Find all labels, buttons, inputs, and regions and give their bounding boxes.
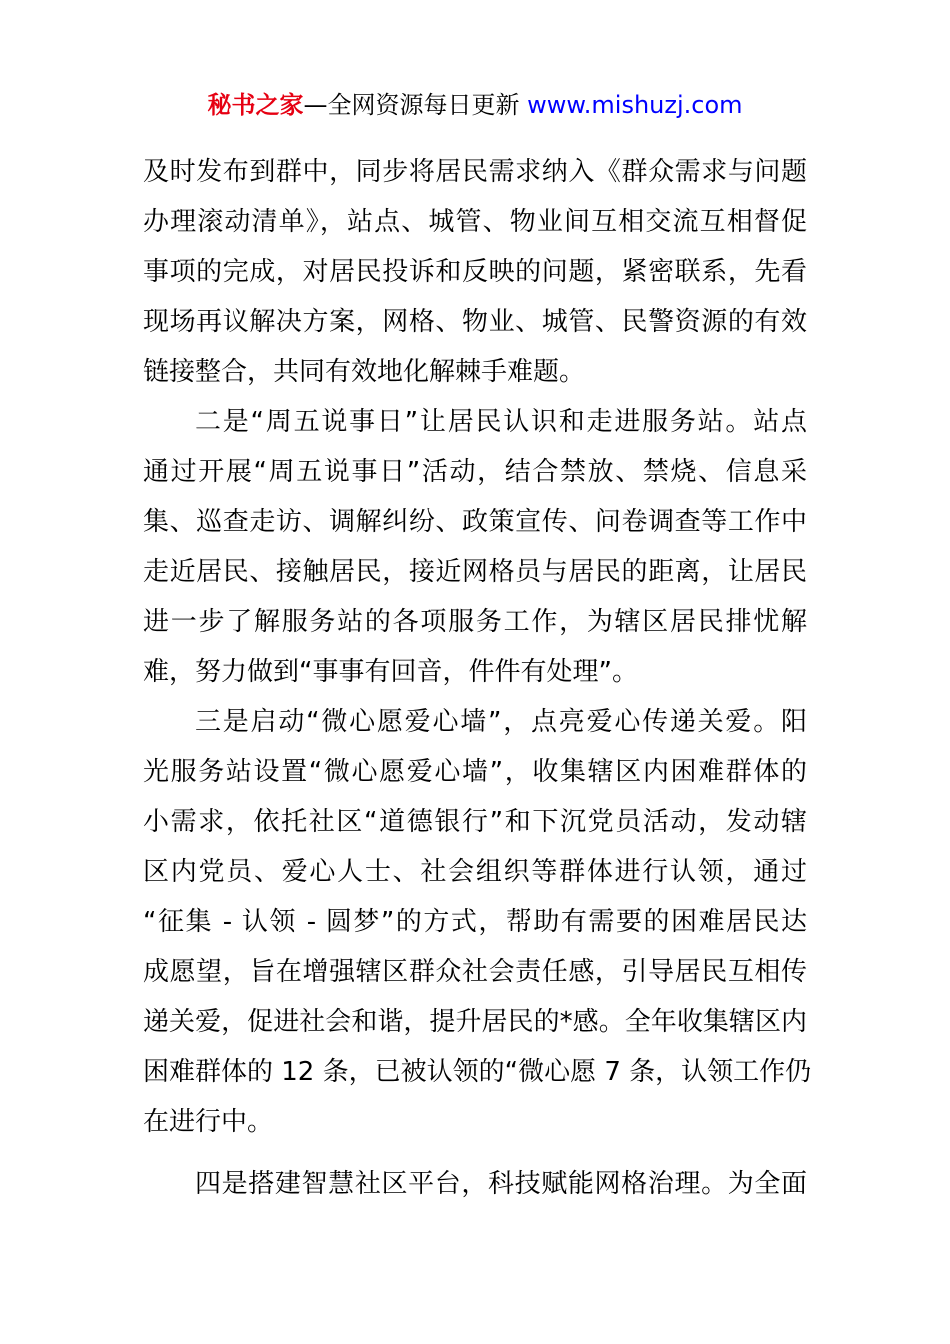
text-line: 在进行中。: [143, 1107, 274, 1137]
text-line: 现场再议解决方案，网格、物业、城管、民警资源的有效: [143, 307, 807, 337]
site-url[interactable]: www.mishuzj.com: [527, 91, 743, 119]
text-line: 走近居民、接触居民，接近网格员与居民的距离，让居民: [143, 557, 807, 587]
paragraph-first-line: 四是搭建智慧社区平台，科技赋能网格治理。为全面: [195, 1169, 807, 1199]
text-line: “征集 - 认领 - 圆梦”的方式，帮助有需要的困难居民达: [143, 907, 807, 937]
text-line: 办理滚动清单》，站点、城管、物业间互相交流互相督促: [143, 207, 807, 237]
text-line: 链接整合，共同有效地化解棘手难题。: [143, 357, 586, 387]
text-line: 难，努力做到“事事有回音，件件有处理”。: [143, 657, 638, 687]
text-line: 区内党员、爱心人士、社会组织等群体进行认领，通过: [143, 857, 807, 887]
text-line: 小需求，依托社区“道德银行”和下沉党员活动，发动辖: [143, 807, 807, 837]
header-tagline: —全网资源每日更新: [303, 91, 528, 119]
brand-name: 秘书之家: [207, 91, 304, 119]
text-line: 通过开展“周五说事日”活动，结合禁放、禁烧、信息采: [143, 457, 807, 487]
text-line: 成愿望，旨在增强辖区群众社会责任感，引导居民互相传: [143, 957, 807, 987]
text-line: 递关爱，促进社会和谐，提升居民的*感。全年收集辖区内: [143, 1007, 807, 1037]
text-line: 事项的完成，对居民投诉和反映的问题，紧密联系，先看: [143, 257, 807, 287]
text-line: 困难群体的 12 条，已被认领的“微心愿 7 条，认领工作仍: [143, 1057, 812, 1087]
text-line: 光服务站设置“微心愿爱心墙”，收集辖区内困难群体的: [143, 757, 807, 787]
document-body: [143, 147, 812, 1209]
text-line: 集、巡查走访、调解纠纷、政策宣传、问卷调查等工作中: [143, 507, 807, 537]
paragraph-first-line: 二是“周五说事日”让居民认识和走进服务站。站点: [195, 407, 807, 437]
text-line: 进一步了解服务站的各项服务工作，为辖区居民排忧解: [143, 607, 807, 637]
page-header: [0, 88, 950, 122]
paragraph-first-line: 三是启动“微心愿爱心墙”，点亮爱心传递关爱。阳: [195, 707, 807, 737]
text-line: 及时发布到群中，同步将居民需求纳入《群众需求与问题: [143, 157, 807, 187]
